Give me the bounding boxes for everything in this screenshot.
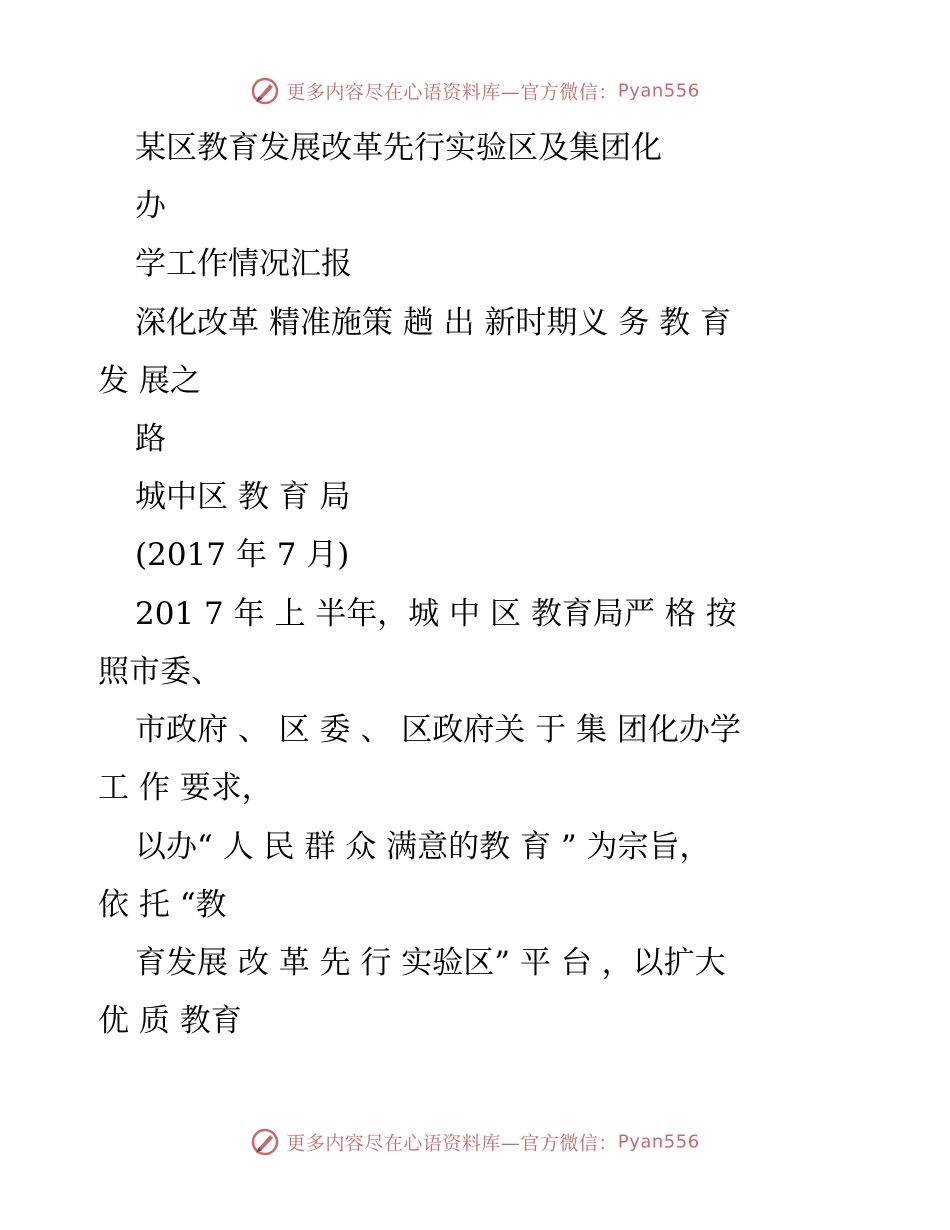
text-line: 某区教育发展改革先行实验区及集团化 xyxy=(135,130,662,166)
text-line: 育发展 改 革 先 行 实验区” 平 台 ，以扩大 xyxy=(135,945,726,981)
text-line: 依 托 “教 xyxy=(98,887,227,923)
text-line: 发 展之 xyxy=(98,363,201,399)
watermark-text: 更多内容尽在心语资料库—官方微信： xyxy=(286,81,618,104)
watermark-text: 更多内容尽在心语资料库—官方微信： xyxy=(286,1132,618,1155)
text-line: 以办“ 人 民 群 众 满意的教 育 ” 为宗旨， xyxy=(135,829,711,865)
text-line: 照市委、 xyxy=(98,654,222,690)
watermark-wechat-id: Pyan556 xyxy=(617,80,700,102)
watermark-header xyxy=(0,76,950,106)
text-line: 市政府 、 区 委 、 区政府关 于 集 团化办学 xyxy=(135,712,741,748)
text-line: 工 作 要求， xyxy=(98,770,273,806)
text-line: (2017 年 7 月) xyxy=(135,537,350,573)
text-line: 深化改革 精准施策 趟 出 新时期义 务 教 育 xyxy=(135,305,731,341)
watermark-footer xyxy=(0,1127,950,1157)
text-line: 优 质 教育 xyxy=(98,1003,242,1039)
text-line: 办 xyxy=(135,188,166,224)
text-line: 城中区 教 育 局 xyxy=(135,479,351,515)
pen-logo-icon xyxy=(250,76,280,106)
text-line: 201 7 年 上 半年，城 中 区 教育局严 格 按 xyxy=(135,596,737,632)
watermark-wechat-id: Pyan556 xyxy=(617,1131,700,1153)
text-line: 学工作情况汇报 xyxy=(135,246,352,282)
pen-logo-icon xyxy=(250,1127,280,1157)
text-line: 路 xyxy=(135,421,166,457)
